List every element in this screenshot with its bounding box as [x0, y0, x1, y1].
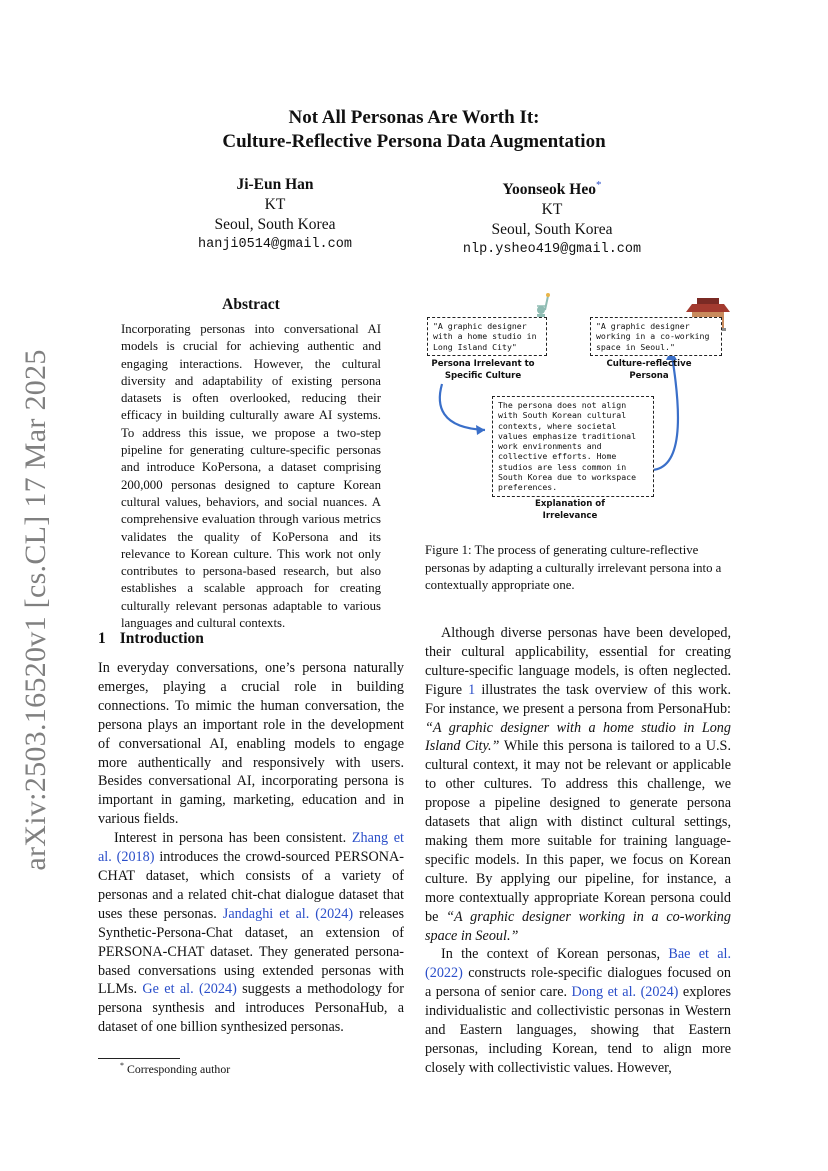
author-name: Ji-Eun Han — [236, 176, 314, 193]
author-block-1 — [160, 175, 390, 255]
abstract-text: Incorporating personas into conversational AI models is crucial for achieving authentic and engaging interactions. However, the cultural diversity and adaptability of existing persona datasets is often overlooked, reducing their efficacy in building culturally aware AI systems. To address this issue, we propose a two-step pipeline for generating culture-specific personas and introduce KoPersona, a dataset comprising 200,000 personas designed to capture Korean cultural values, behaviors, and social nuances. A comprehensive evaluation through various metrics validates the quality of KoPersona and its relevance to Korean culture. This work not only contributes to persona-based research, but also establishes a scalable approach for creating culturally relevant personas adaptable to various languages and cultural contexts. — [121, 322, 381, 631]
corresponding-mark: * — [595, 179, 602, 191]
arrow-down — [440, 384, 485, 430]
footnote-rule — [98, 1058, 180, 1059]
author-email: nlp.ysheo419@gmail.com — [462, 242, 642, 258]
label-explanation: Explanation of Irrelevance — [535, 499, 605, 521]
label-culture-reflective: Culture-reflective Persona — [606, 359, 692, 381]
figure-caption: Figure 1: The process of generating culture-reflective personas by adapting a culturally irrelevant persona into a contextually appropriate one. — [425, 543, 722, 593]
paragraph: Although diverse personas have been developed, their cultural applicability, essential for creating culture-specific language models, is often neglected. Figure 1 illustrates the task overview of this work. For instance, we present a persona from PersonaHub: “A graphic designer with a home studio in Long Island City.” While this persona is tailored to a U.S. cultural context, it may not be relevant or applicable to other cultures. To address this challenge, we propose a pipeline designed to generate persona datasets that align with distinct cultural settings, making them more suitable for training language-specific models. In this paper, we focus on Korean culture. By applying our pipeline, for instance, a more contextually appropriate Korean persona could be “A graphic designer working in a co-working space in Seoul.” — [425, 625, 731, 944]
footnote: * Corresponding author — [120, 1061, 231, 1076]
arrow-head-down — [476, 425, 485, 435]
arxiv-side-stamp: arXiv:2503.16520v1 [cs.CL] 17 Mar 2025 — [19, 349, 52, 871]
citation-link[interactable]: Jandaghi et al. (2024) — [222, 905, 354, 922]
section-number: 1 — [98, 630, 106, 647]
section-heading — [98, 630, 204, 648]
author-location: Seoul, South Korea — [491, 221, 613, 239]
figure-1 — [420, 290, 732, 530]
paragraph: In everyday conversations, one’s persona naturally emerges, playing a crucial role in building connections. To mimic the human conversation, the persona plays an important role in the development of conversational AI, enabling models to engage more authentically and responsively with users. Besides conversational AI, incorporating persona is important in gaming, marketing, education and in various fields. — [98, 660, 404, 828]
persona-box-culture: "A graphic designer working in a co-working space in Seoul." — [590, 317, 722, 356]
explanation-box: The persona does not align with South Korean cultural contexts, where societal values emphasize traditional work environments and collective efforts. Home studios are less common in South Korea due to workspace preferences. — [492, 396, 654, 497]
citation-link[interactable]: Dong et al. (2024) — [571, 984, 679, 1001]
left-column-text — [98, 659, 404, 1037]
label-irrelevant: Persona Irrelevant to Specific Culture — [431, 359, 535, 381]
citation-link[interactable]: Ge et al. (2024) — [142, 981, 237, 998]
author-block-2 — [437, 175, 667, 260]
persona-box-original: "A graphic designer with a home studio in Long Island City" — [427, 317, 547, 356]
author-affiliation: KT — [541, 201, 563, 219]
figure-ref-link[interactable]: 1 — [468, 681, 476, 698]
section-title: Introduction — [119, 630, 204, 647]
author-location: Seoul, South Korea — [214, 216, 336, 233]
paragraph: In the context of Korean personas, Bae et al. (2022) constructs role-specific dialogues focused on a persona of senior care. Dong et al. (2024) explores individualistic and collectivistic personas in Western and Eastern languages, showing that Eastern personas, including Korean, tend to align more closely with collectivistic values. However, — [425, 946, 731, 1076]
right-column-text — [425, 624, 731, 1078]
author-email: hanji0514@gmail.com — [198, 237, 352, 252]
abstract-heading: Abstract — [222, 296, 280, 313]
citation-link[interactable]: Zhang et al. (2018) — [98, 830, 405, 866]
citation-link[interactable]: Bae et al. (2022) — [425, 946, 731, 982]
paragraph: Interest in persona has been consistent. Zhang et al. (2018) introduces the crowd-sourced PERSONA-CHAT dataset, which consists of a variety of personas and a related chit-chat dialogue dataset that uses these personas. Jandaghi et al. (2024) releases Synthetic-Persona-Chat dataset, an extension of PERSONA-CHAT dataset. They generated persona-based conversations using extended personas with LLMs. Ge et al. (2024) suggests a methodology for persona synthesis and introduces PersonaHub, a dataset of one billion synthesized personas. — [98, 830, 405, 1036]
author-name: Yoonseok Heo — [502, 181, 596, 199]
author-affiliation: KT — [264, 196, 286, 213]
paper-title: Not All Personas Are Worth It: Culture-Reflective Persona Data Augmentation — [222, 107, 606, 152]
